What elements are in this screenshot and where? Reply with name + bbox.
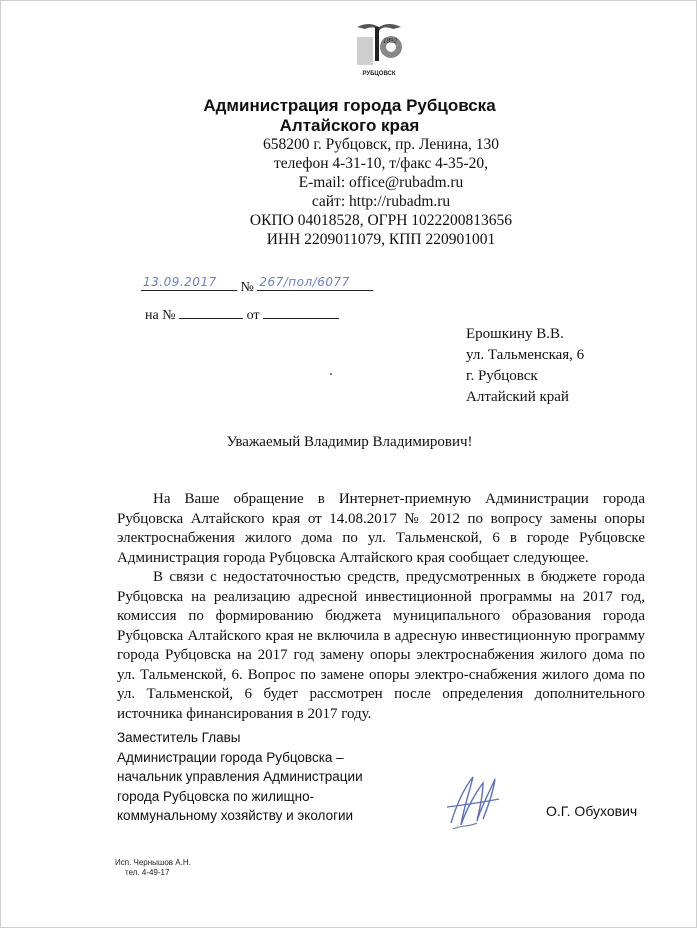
recipient-name: Ерошкину В.В. xyxy=(466,326,564,342)
recipient-region: Алтайский край xyxy=(466,389,569,405)
recipient-city: г. Рубцовск xyxy=(466,368,538,384)
reference-date-label: от xyxy=(246,308,260,323)
org-inn: ИНН 2209011079, КПП 220901001 xyxy=(266,231,496,248)
signatory-line-5: коммунальному хозяйству и экологии xyxy=(117,808,354,823)
signatory-line-3: начальник управления Администрации xyxy=(117,769,363,784)
reference-line xyxy=(145,305,339,324)
executor-name: Исп. Чернышов А.Н. xyxy=(115,858,191,867)
svg-text:РУБЦОВСК: РУБЦОВСК xyxy=(362,71,396,77)
greeting: Уважаемый Владимир Владимирович! xyxy=(226,434,473,450)
org-phone: телефон 4-31-10, т/факс 4-35-20, xyxy=(273,155,489,172)
org-okpo: ОКПО 04018528, ОГРН 1022200813656 xyxy=(249,212,513,229)
city-emblem-logo xyxy=(353,17,405,77)
signatory-title xyxy=(117,728,363,826)
recipient-block xyxy=(466,324,584,408)
org-name: Администрация города Рубцовска xyxy=(203,96,496,115)
handwritten-date: 13.09.2017 xyxy=(143,275,217,289)
signatory-line-4: города Рубцовска по жилищно- xyxy=(117,788,315,804)
org-region: Алтайского края xyxy=(279,116,420,135)
handwritten-number: 267/пол/6077 xyxy=(259,275,350,289)
org-email: E-mail: office@rubadm.ru xyxy=(298,174,464,191)
scan-dot xyxy=(330,373,332,375)
signatory-line-1: Заместитель Главы xyxy=(117,730,241,745)
signatory-name: О.Г. Обухович xyxy=(546,803,638,819)
number-sign: № xyxy=(240,280,254,295)
svg-text:1892: 1892 xyxy=(383,37,397,45)
body-paragraph-1: На Ваше обращение в Интернет-приемную Администрации города Рубцовска Алтайского края от 14.08.2017 № 2012 по вопросу замены опоры электроснабжения жилого дома по ул. Тальменской, 6 в городе Рубцовске Администрация города Рубцовска Алтайского края сообщает следующее. xyxy=(117,491,645,566)
registration-line xyxy=(141,277,373,296)
org-address: 658200 г. Рубцовск, пр. Ленина, 130 xyxy=(262,136,500,153)
recipient-street: ул. Тальменская, 6 xyxy=(466,347,585,363)
handwritten-signature xyxy=(443,763,505,835)
reference-number-label: на № xyxy=(145,308,176,323)
signatory-line-2: Администрации города Рубцовска – xyxy=(117,749,344,765)
org-site: сайт: http://rubadm.ru xyxy=(311,193,451,210)
body-paragraph-2: В связи с недостаточностью средств, предусмотренных в бюджете города Рубцовска на реализацию адресной инвестиционной программы на 2017 год, комиссия по формированию бюджета муниципального образования города Рубцовска Алтайского края не включила в адресную инвестиционную программу города Рубцовска на 2017 год замену опоры электроснабжения жилого дома по ул. Тальменской, 6. Вопрос по замене опоры электро-снабжения жилого дома по ул. Тальменской, 6 будет рассмотрен после определения дополнительного источника финансирования в 2017 году. xyxy=(117,569,645,722)
letter-body xyxy=(117,490,645,724)
executor-phone: тел. 4-49-17 xyxy=(125,868,170,877)
